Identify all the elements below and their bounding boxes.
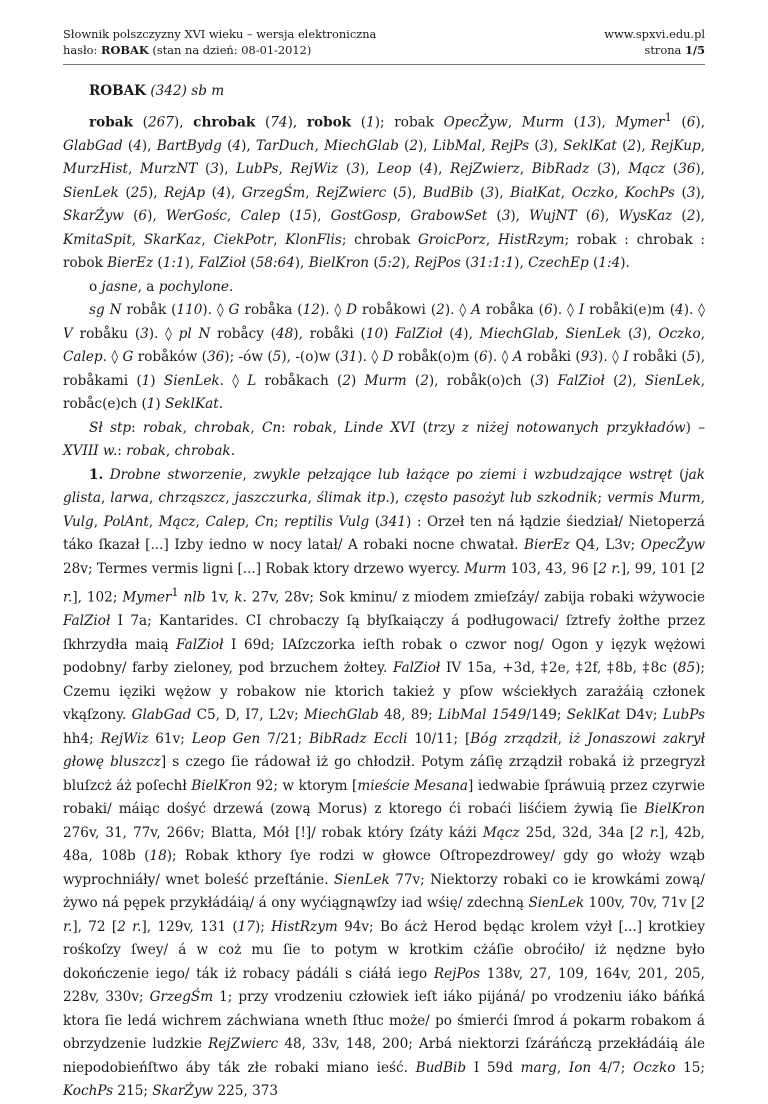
page-label: strona: [644, 43, 682, 57]
headword-count: (342): [150, 83, 187, 99]
entry-headline: [63, 80, 705, 104]
sense-1-paragraph: 1. Drobne stworzenie, zwykle pełzające lub łażące po ziemi i wzbudzające wstręt (jak glista, larwa, chrząszcz, jaszczurka, ślimak itp.), często pasożyt lub szkodnik; vermis Murm, Vulg, PolAnt, Mącz, Calep, Cn; reptilis Vulg (341) : Orzeł ten ná łądzie śiedział/ Nietoperzá táko ſkazał [...] Izby iedno w nocy latał/ A robaki nocne chwatał. BierEz Q4, L3v; OpecŻyw 28v; Termes vermis ligni [...] Robak ktory drzewo wyercy. Murm 103, 43, 96 [2 r.], 99, 101 [2 r.], 102; Mymer$^1$ nlb 1v, k. 27v, 28v; Sok kminu/ z miodem zmieſzáy/ zabija robaki wżywocie FalZioł I 7a; Kantarides. CI chrobaczy ſą błyſkaiączy á podługowaci/ ſztrefy żołthe przez ſkhrzydła maią FalZioł I 69d; IAſzczorka ieſth robak o czwor nog/ Ogon y ięzyk wężowi podobny/ farby zieloney, pod brzuchem żołtey. FalZioł IV 15a, +3d, ‡2e, ‡2f, ‡8b, ‡8c (85); Czemu ięziki wężow y robakow nie ktorich takież y pſow wściekłych zarażáią członek vkąſzony. GlabGad C5, D, I7, L2v; MiechGlab 48, 89; LibMal 1549/149; SeklKat D4v; LubPs hh4; RejWiz 61v; Leop Gen 7/21; BibRadz Eccli 10/11; [Bóg zrządził, iż Jonaszowi zakrył głowę bluszcz] s czego ſie rádował iż go chłodził. Potym záſię zrządził robaká iż przegryzł bluſzcż áż poſechł BielKron 92; w ktorym [mieście Mesana] iedwabie ſpráwuią przez czyrwie robaki/ máiąc dośyć drzewá (zową Morus) z ktorego ći robaći liśćiem żywią ſie BielKron 276v, 31, 77v, 266v; Blatta, Mół [!]/ robak który ſzáty káżi Mącz 25d, 32d, 34a [2 r.], 42b, 48a, 108b (18); Robak kthory ſye rodzi w głowce Oſtropezdrowey/ gdy go włoży wząb wyprochniáły/ wnet boleść przeſtánie. SienLek 77v; Niektorzy robaki co ie krowkámi zową/ żywo ná pępek przykłádáią/ á ony wyćiągnąwſzy iad wśię/ zdechną SienLek 100v, 70v, 71v [2 r.], 72 [2 r.], 129v, 131 (17); HistRzym 94v; Bo ácż Herod będąc krolem vżył [...] krotkiey rośkoſzy ſwey/ á w coż mu ſie to potym w krotkim cżáſie obroćiło/ iż nędzne było dokończenie iego/ ták iż robacy pádáli s ciáłá iego RejPos 138v, 27, 109, 164v, 201, 205, 228v, 330v; GrzegŚm 1; przy vrodzeniu człowiek ieſt iáko pijáná/ po vrodzeniu iáko báńká ktora ſie ledá wichrem záchwiana wneth ſtłuc może/ po śmierći ſmrod á pokarm robakom á obrzydzenie ludzkie RejZwierc 48, 33v, 148, 200; Arbá niektorzi ſzáráńczą przekłádáią ále niepodobieńſtwo áby ták złe robaki miano ieść. BudBib I 59d marg, Ion 4/7; Oczko 15; KochPs 215; SkarŻyw 225, 373: [63, 466, 706, 1100]
entry-status: (stan na dzień: 08-01-2012): [152, 43, 312, 57]
forms-paragraph: robak (267), chrobak (74), robok (1); robak OpecŻyw, Murm (13), Mymer$^1$ (6), GlabGad (4), BartBydg (4), TarDuch, MiechGlab (2), LibMal, RejPs (3), SeklKat (2), RejKup, MurzHist, MurzNT (3), LubPs, RejWiz (3), Leop (4), RejZwierz, BibRadz (3), Mącz (36), SienLek (25), RejAp (4), GrzegŚm, RejZwierc (5), BudBib (3), BiałKat, Oczko, KochPs (3), SkarŻyw (6), WerGośc, Calep (15), GostGosp, GrabowSet (3), WujNT (6), WysKaz (2), KmitaSpit, SkarKaz, CiekPotr, KlonFlis; chrobak GroicPorz, HistRzym; robak : chrobak : robok BierEz (1:1), FalZioł (58:64), BielKron (5:2), RejPos (31:1:1), CzechEp (1:4).: [63, 109, 706, 272]
entry-body: [63, 80, 705, 1104]
entry-label: hasło:: [63, 43, 98, 57]
dictionary-title: Słownik polszczyzny XVI wieku – wersja elektroniczna: [63, 27, 377, 41]
page-total: 5: [697, 43, 705, 57]
header-left: [63, 26, 376, 58]
part-of-speech: sb m: [191, 83, 225, 99]
headword: ROBAK: [89, 83, 146, 99]
vowels-paragraph: o jasne, a pochylone.: [89, 278, 234, 295]
entry-status-line: [63, 42, 376, 58]
entry-word: ROBAK: [101, 43, 149, 57]
page-number: strona 1/5: [644, 43, 705, 57]
site-url[interactable]: www.spxvi.edu.pl: [604, 27, 705, 41]
header-right: [604, 26, 705, 58]
page-current: 1: [684, 43, 693, 57]
header-rule: [63, 64, 705, 65]
flexion-paragraph: sg N robåk (110). ◊ G robåka (12). ◊ D robåkowi (2). ◊ A robåka (6). ◊ I robåki(e)m (4). ◊ V robåku (3). ◊ pl N robåcy (48), robåki (10) FalZioł (4), MiechGlab, SienLek (3), Oczko, Calep. ◊ G robåków (36); -ów (5), -(o)w (31). ◊ D robåk(o)m (6). ◊ A robåki (93). ◊ I robåki (5), robåkami (1) SienLek. ◊ L robåkach (2) Murm (2), robåk(o)ch (3) FalZioł (2), SienLek, robåc(e)ch (1) SeklKat.: [63, 302, 706, 413]
sources-paragraph: Sł stp: robak, chrobak, Cn: robak, Linde XVI (trzy z niżej notowanych przykładów) – XVIII w.: robak, chrobak.: [63, 419, 706, 460]
